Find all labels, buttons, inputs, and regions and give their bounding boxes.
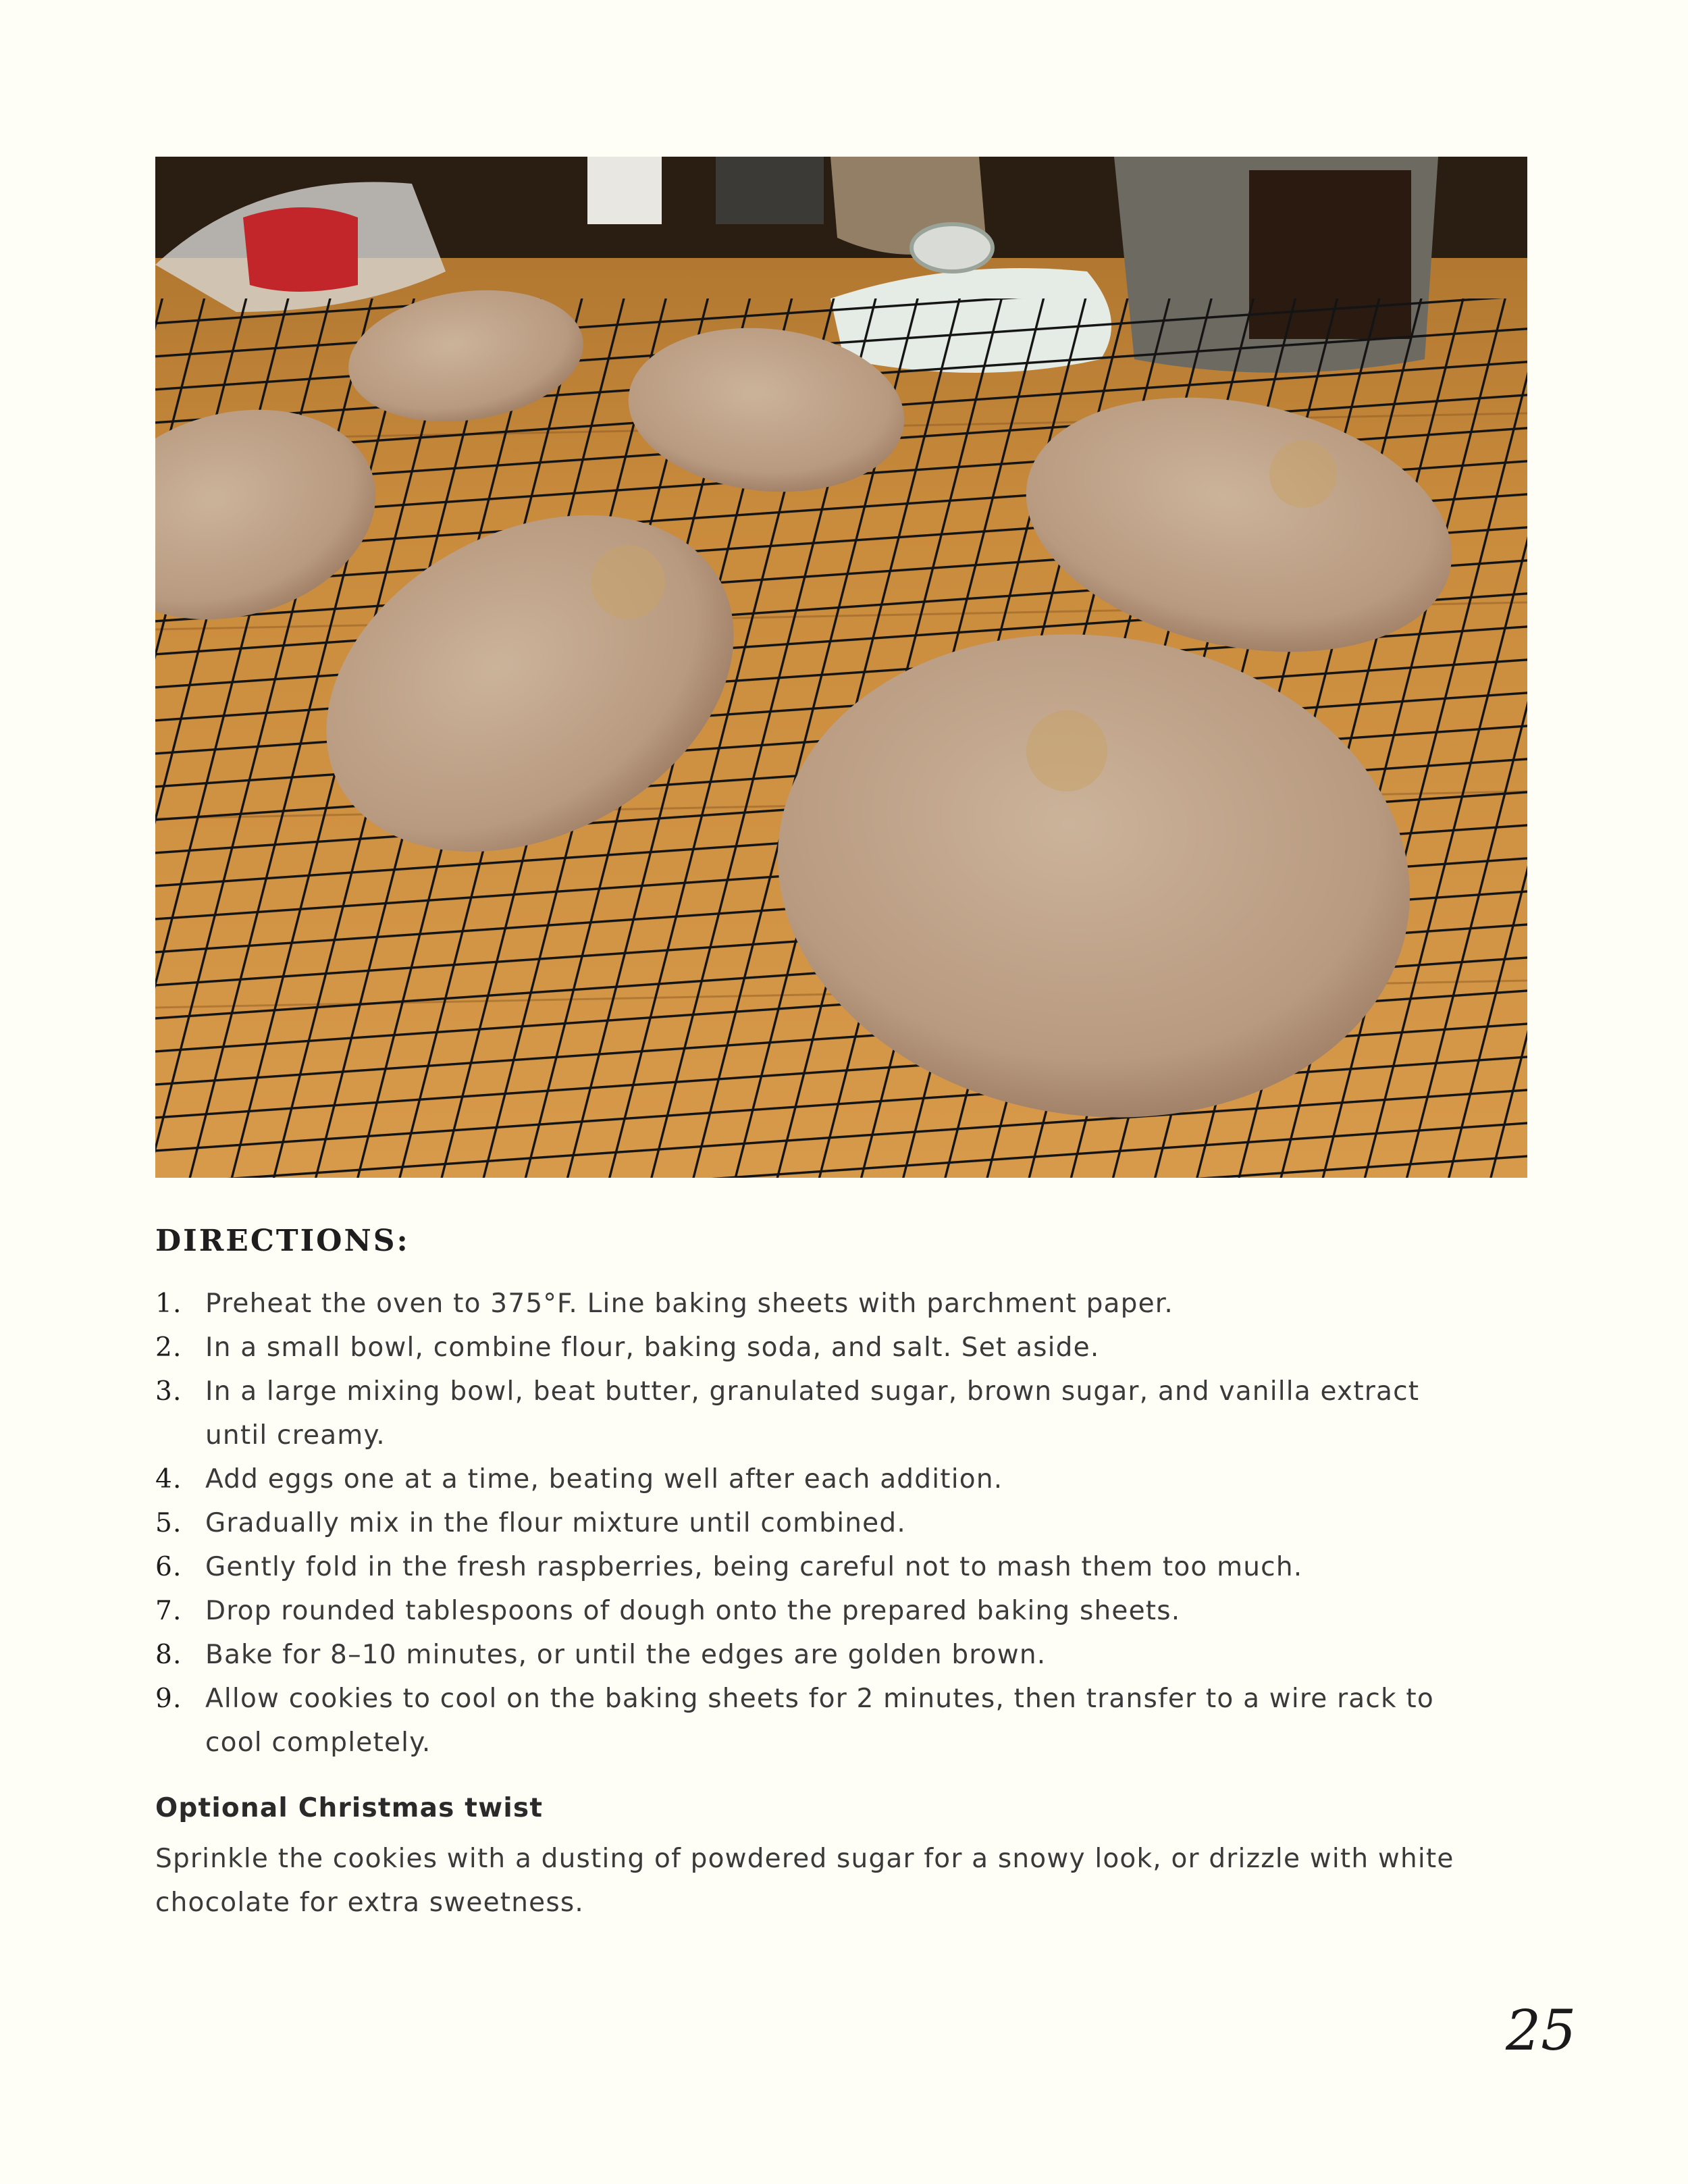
- direction-step: [155, 1326, 1472, 1370]
- direction-step: [155, 1457, 1472, 1501]
- recipe-photo: [155, 157, 1527, 1178]
- twist-body: Sprinkle the cookies with a dusting of powdered sugar for a snowy look, or drizzle with white chocolate for extra sweetness.: [155, 1844, 1454, 1918]
- step-text: Drop rounded tablespoons of dough onto the prepared baking sheets.: [205, 1596, 1181, 1626]
- step-text: Gently fold in the fresh raspberries, being careful not to mash them too much.: [205, 1552, 1303, 1582]
- step-number: 6.: [155, 1552, 182, 1582]
- step-number: 2.: [155, 1332, 182, 1363]
- direction-step: [155, 1589, 1472, 1633]
- direction-step: [155, 1545, 1472, 1589]
- direction-step: [155, 1370, 1472, 1457]
- step-number: 7.: [155, 1596, 182, 1626]
- step-number: 8.: [155, 1640, 182, 1670]
- step-text: In a small bowl, combine flour, baking soda, and salt. Set aside.: [205, 1332, 1100, 1363]
- step-text: Gradually mix in the flour mixture until combined.: [205, 1508, 906, 1538]
- direction-step: [155, 1677, 1472, 1765]
- direction-step: [155, 1501, 1472, 1545]
- step-text: Allow cookies to cool on the baking sheets for 2 minutes, then transfer to a wire rack to cool completely.: [205, 1684, 1434, 1758]
- directions-heading: DIRECTIONS:: [155, 1224, 410, 1258]
- step-number: 4.: [155, 1464, 182, 1494]
- page-number: 25: [1506, 1999, 1577, 2063]
- twist-title: Optional Christmas twist: [155, 1793, 544, 1823]
- cookies-photo-illustration: [155, 157, 1527, 1178]
- step-number: 3.: [155, 1376, 182, 1407]
- step-number: 5.: [155, 1508, 182, 1538]
- step-text: Preheat the oven to 375°F. Line baking sheets with parchment paper.: [205, 1289, 1174, 1319]
- direction-step: [155, 1282, 1472, 1326]
- directions-list: [155, 1282, 1472, 1765]
- step-text: Add eggs one at a time, beating well after each addition.: [205, 1464, 1003, 1494]
- step-text: In a large mixing bowl, beat butter, granulated sugar, brown sugar, and vanilla extract until creamy.: [205, 1376, 1420, 1451]
- step-number: 1.: [155, 1289, 182, 1319]
- step-text: Bake for 8–10 minutes, or until the edges are golden brown.: [205, 1640, 1047, 1670]
- step-number: 9.: [155, 1684, 182, 1714]
- direction-step: [155, 1633, 1472, 1677]
